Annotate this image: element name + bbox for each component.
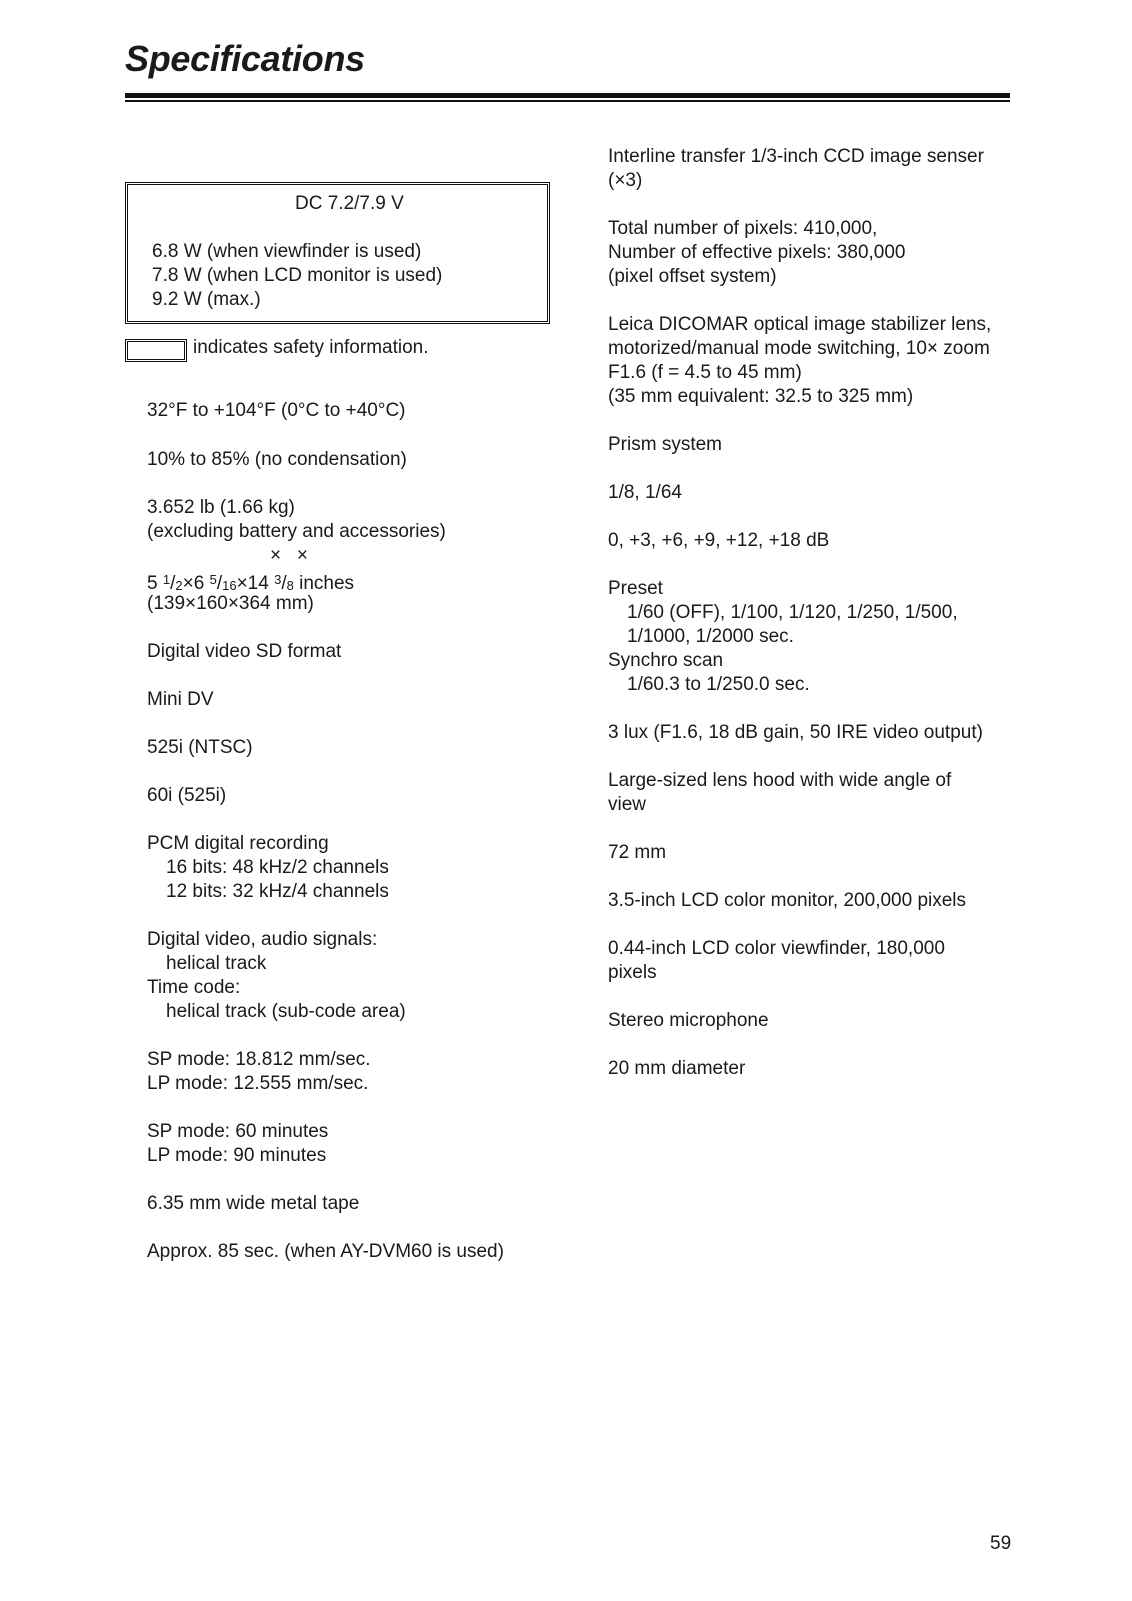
safety-note: indicates safety information. — [193, 337, 429, 358]
shutter-preset: Preset — [608, 578, 663, 599]
lens-type: Leica DICOMAR optical image stabilizer lens, — [608, 314, 992, 335]
viewfinder-cont: pixels — [608, 962, 657, 983]
operating-humidity: 10% to 85% (no condensation) — [147, 449, 407, 470]
mic-diameter: 20 mm diameter — [608, 1058, 746, 1079]
operating-temperature: 32°F to +104°F (0°C to +40°C) — [147, 400, 406, 421]
recording-format: Digital video SD format — [147, 641, 342, 662]
lens-hood-cont: view — [608, 794, 647, 815]
filter-diameter: 72 mm — [608, 842, 667, 863]
recording-video: 60i (525i) — [147, 785, 227, 806]
title-rule-thick — [125, 93, 1010, 98]
tape-type: 6.35 mm wide metal tape — [147, 1193, 360, 1214]
power-consumption-lcd: 7.8 W (when LCD monitor is used) — [152, 265, 443, 286]
lens-35mm-equivalent: (35 mm equivalent: 32.5 to 325 mm) — [608, 386, 914, 407]
audio-recording-12bit: 12 bits: 32 kHz/4 channels — [166, 881, 389, 902]
track-video-audio-value: helical track — [166, 953, 267, 974]
viewfinder: 0.44-inch LCD color viewfinder, 180,000 — [608, 938, 945, 959]
page-number: 59 — [990, 1533, 1012, 1554]
gain: 0, +3, +6, +9, +12, +18 dB — [608, 530, 830, 551]
min-illumination: 3 lux (F1.6, 18 dB gain, 50 IRE video output) — [608, 722, 983, 743]
color-separation: Prism system — [608, 434, 722, 455]
track-video-audio: Digital video, audio signals: — [147, 929, 378, 950]
lcd-monitor: 3.5-inch LCD color monitor, 200,000 pixels — [608, 890, 967, 911]
power-consumption-viewfinder: 6.8 W (when viewfinder is used) — [152, 241, 422, 262]
audio-recording: PCM digital recording — [147, 833, 329, 854]
pixels-system: (pixel offset system) — [608, 266, 777, 287]
image-sensor: Interline transfer 1/3-inch CCD image senser — [608, 146, 984, 167]
shutter-preset-values-1: 1/60 (OFF), 1/100, 1/120, 1/250, 1/500, — [627, 602, 958, 623]
shutter-preset-values-2: 1/1000, 1/2000 sec. — [627, 626, 794, 647]
shutter-synchro-scan: Synchro scan — [608, 650, 724, 671]
shutter-synchro-scan-values: 1/60.3 to 1/250.0 sec. — [627, 674, 810, 695]
recording-time-sp: SP mode: 60 minutes — [147, 1121, 329, 1142]
recording-time-lp: LP mode: 90 minutes — [147, 1145, 327, 1166]
nd-filter: 1/8, 1/64 — [608, 482, 682, 503]
pixels-effective: Number of effective pixels: 380,000 — [608, 242, 906, 263]
page-title: Specifications — [125, 38, 365, 79]
dimensions-separators: × × — [270, 545, 309, 566]
microphone: Stereo microphone — [608, 1010, 769, 1031]
track-time-code: Time code: — [147, 977, 241, 998]
ff-rew-time: Approx. 85 sec. (when AY-DVM60 is used) — [147, 1241, 504, 1262]
tape-speed-sp: SP mode: 18.812 mm/sec. — [147, 1049, 371, 1070]
tape-speed-lp: LP mode: 12.555 mm/sec. — [147, 1073, 369, 1094]
lens-aperture: F1.6 (f = 4.5 to 45 mm) — [608, 362, 802, 383]
power-consumption-max: 9.2 W (max.) — [152, 289, 261, 310]
title-rule-thin — [125, 100, 1010, 102]
lens-hood: Large-sized lens hood with wide angle of — [608, 770, 952, 791]
safety-legend-box — [125, 339, 187, 362]
video-signal: 525i (NTSC) — [147, 737, 253, 758]
image-sensor-count: (×3) — [608, 170, 643, 191]
audio-recording-16bit: 16 bits: 48 kHz/2 channels — [166, 857, 389, 878]
tape-format: Mini DV — [147, 689, 214, 710]
dimensions-inches: 5 $^1/_2\times 6$ $^5/_{16}\times 14$ $^3/_8$ inches — [147, 572, 355, 594]
weight-note: (excluding battery and accessories) — [147, 521, 446, 542]
lens-zoom: motorized/manual mode switching, 10× zoom — [608, 338, 990, 359]
weight: 3.652 lb (1.66 kg) — [147, 497, 295, 518]
pixels-total: Total number of pixels: 410,000, — [608, 218, 878, 239]
power-voltage: DC 7.2/7.9 V — [295, 193, 404, 214]
dimensions-metric: (139×160×364 mm) — [147, 593, 314, 614]
track-time-code-value: helical track (sub-code area) — [166, 1001, 406, 1022]
